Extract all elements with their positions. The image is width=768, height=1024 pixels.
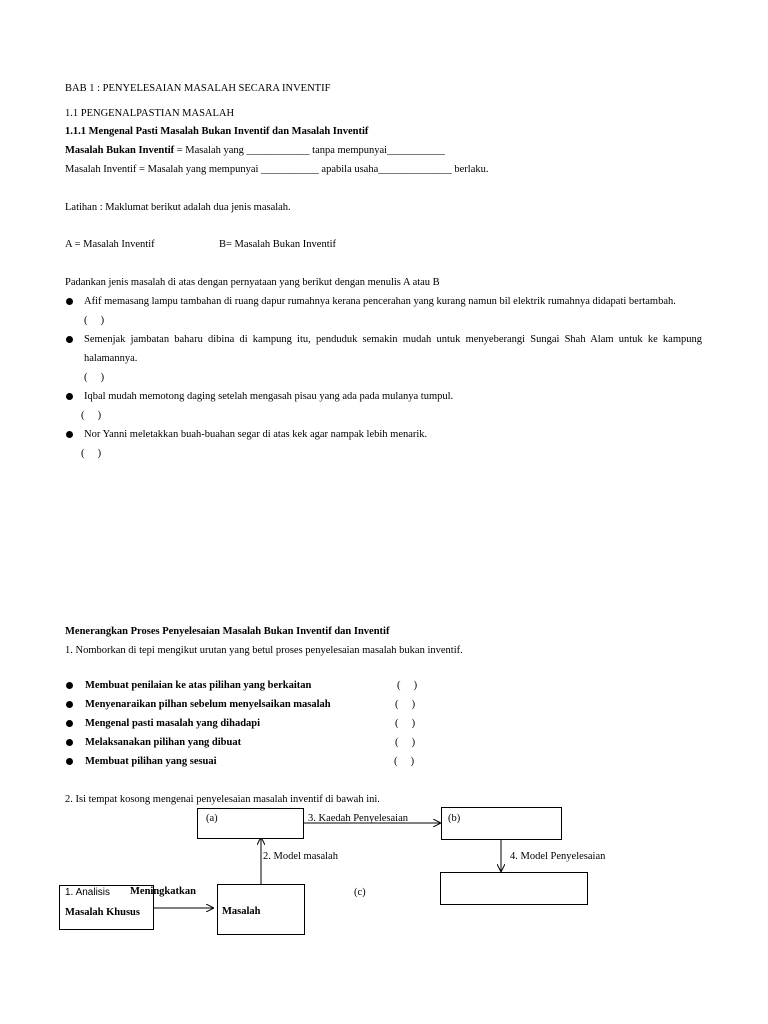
exercise-item-2: Semenjak jambatan baharu dibina di kampung itu, penduduk semakin mudah untuk menyeberangi Sungai Shah Alam untuk ke kampung [84, 334, 702, 345]
exercise-item-2-cont: halamannya. [84, 353, 138, 364]
step-5-answer[interactable]: ( ) [394, 756, 415, 767]
step-2: Menyenaraikan pilhan sebelum menyelsaikan masalah [85, 699, 331, 710]
step-5: Membuat pilihan yang sesuai [85, 756, 217, 767]
box-b[interactable] [441, 807, 562, 840]
step-3-answer[interactable]: ( ) [395, 718, 416, 729]
option-a: A = Masalah Inventif [65, 239, 155, 250]
label-model-penyelesaian: 4. Model Penyelesaian [510, 851, 606, 862]
box-model-penyelesaian[interactable] [440, 872, 588, 905]
section-title: 1.1 PENGENALPASTIAN MASALAH [65, 108, 235, 119]
exercise-item-3: Iqbal mudah memotong daging setelah mengasah pisau yang ada pada mulanya tumpul. [84, 391, 454, 402]
exercise-item-3-answer[interactable]: ( ) [81, 410, 102, 421]
step-1-answer[interactable]: ( ) [397, 680, 418, 691]
masalah-khusus-text: Masalah Khusus [65, 907, 140, 918]
exercise-intro: Latihan : Maklumat berikut adalah dua jenis masalah. [65, 202, 291, 213]
exercise-item-4: Nor Yanni meletakkan buah-buahan segar di atas kek agar nampak lebih menarik. [84, 429, 428, 440]
analysis-number: 1. Analisis [65, 887, 111, 898]
subsection-title: 1.1.1 Mengenal Pasti Masalah Bukan Inventif dan Masalah Inventif [65, 126, 369, 137]
exercise-instruction: Padankan jenis masalah di atas dengan pernyataan yang berikut dengan menulis A atau B [65, 277, 440, 288]
exercise-item-1-answer[interactable]: ( ) [84, 315, 105, 326]
label-model-masalah: 2. Model masalah [263, 851, 338, 862]
section2-title: Menerangkan Proses Penyelesaian Masalah Bukan Inventif dan Inventif [65, 626, 390, 637]
step-4: Melaksanakan pilihan yang dibuat [85, 737, 242, 748]
definition-inventive: Masalah Inventif = Masalah yang mempunyai ___________ apabila usaha______________ berlaku. [65, 164, 489, 175]
box-a[interactable] [197, 808, 304, 839]
step-1: Membuat penilaian ke atas pilihan yang berkaitan [85, 680, 312, 691]
exercise-item-4-answer[interactable]: ( ) [81, 448, 102, 459]
step-4-answer[interactable]: ( ) [395, 737, 416, 748]
question-1: 1. Nomborkan di tepi mengikut urutan yang betul proses penyelesaian masalah bukan inventif. [65, 645, 463, 656]
chapter-title: BAB 1 : PENYELESAIAN MASALAH SECARA INVENTIF [65, 83, 331, 94]
box-b-label: (b) [448, 813, 461, 824]
question-2: 2. Isi tempat kosong mengenai penyelesaian masalah inventif di bawah ini. [65, 794, 380, 805]
masalah-text: Masalah [222, 906, 261, 917]
exercise-item-2-answer[interactable]: ( ) [84, 372, 105, 383]
non-inventive-text: = Masalah yang ____________ tanpa mempunyai___________ [174, 145, 445, 156]
label-kaedah-penyelesaian: 3. Kaedah Penyelesaian [308, 813, 409, 824]
step-2-answer[interactable]: ( ) [395, 699, 416, 710]
option-b: B= Masalah Bukan Inventif [219, 239, 337, 250]
step-3: Mengenal pasti masalah yang dihadapi [85, 718, 261, 729]
box-masalah[interactable] [217, 884, 305, 935]
label-c: (c) [354, 887, 366, 898]
box-a-label: (a) [206, 813, 218, 824]
exercise-item-1: Afif memasang lampu tambahan di ruang dapur rumahnya kerana pencerahan yang kurang namun bil elektrik rumahnya didapati bertambah. [84, 296, 676, 307]
non-inventive-label: Masalah Bukan Inventif [65, 145, 175, 156]
label-meningkatkan: Meningkatkan [130, 886, 196, 897]
